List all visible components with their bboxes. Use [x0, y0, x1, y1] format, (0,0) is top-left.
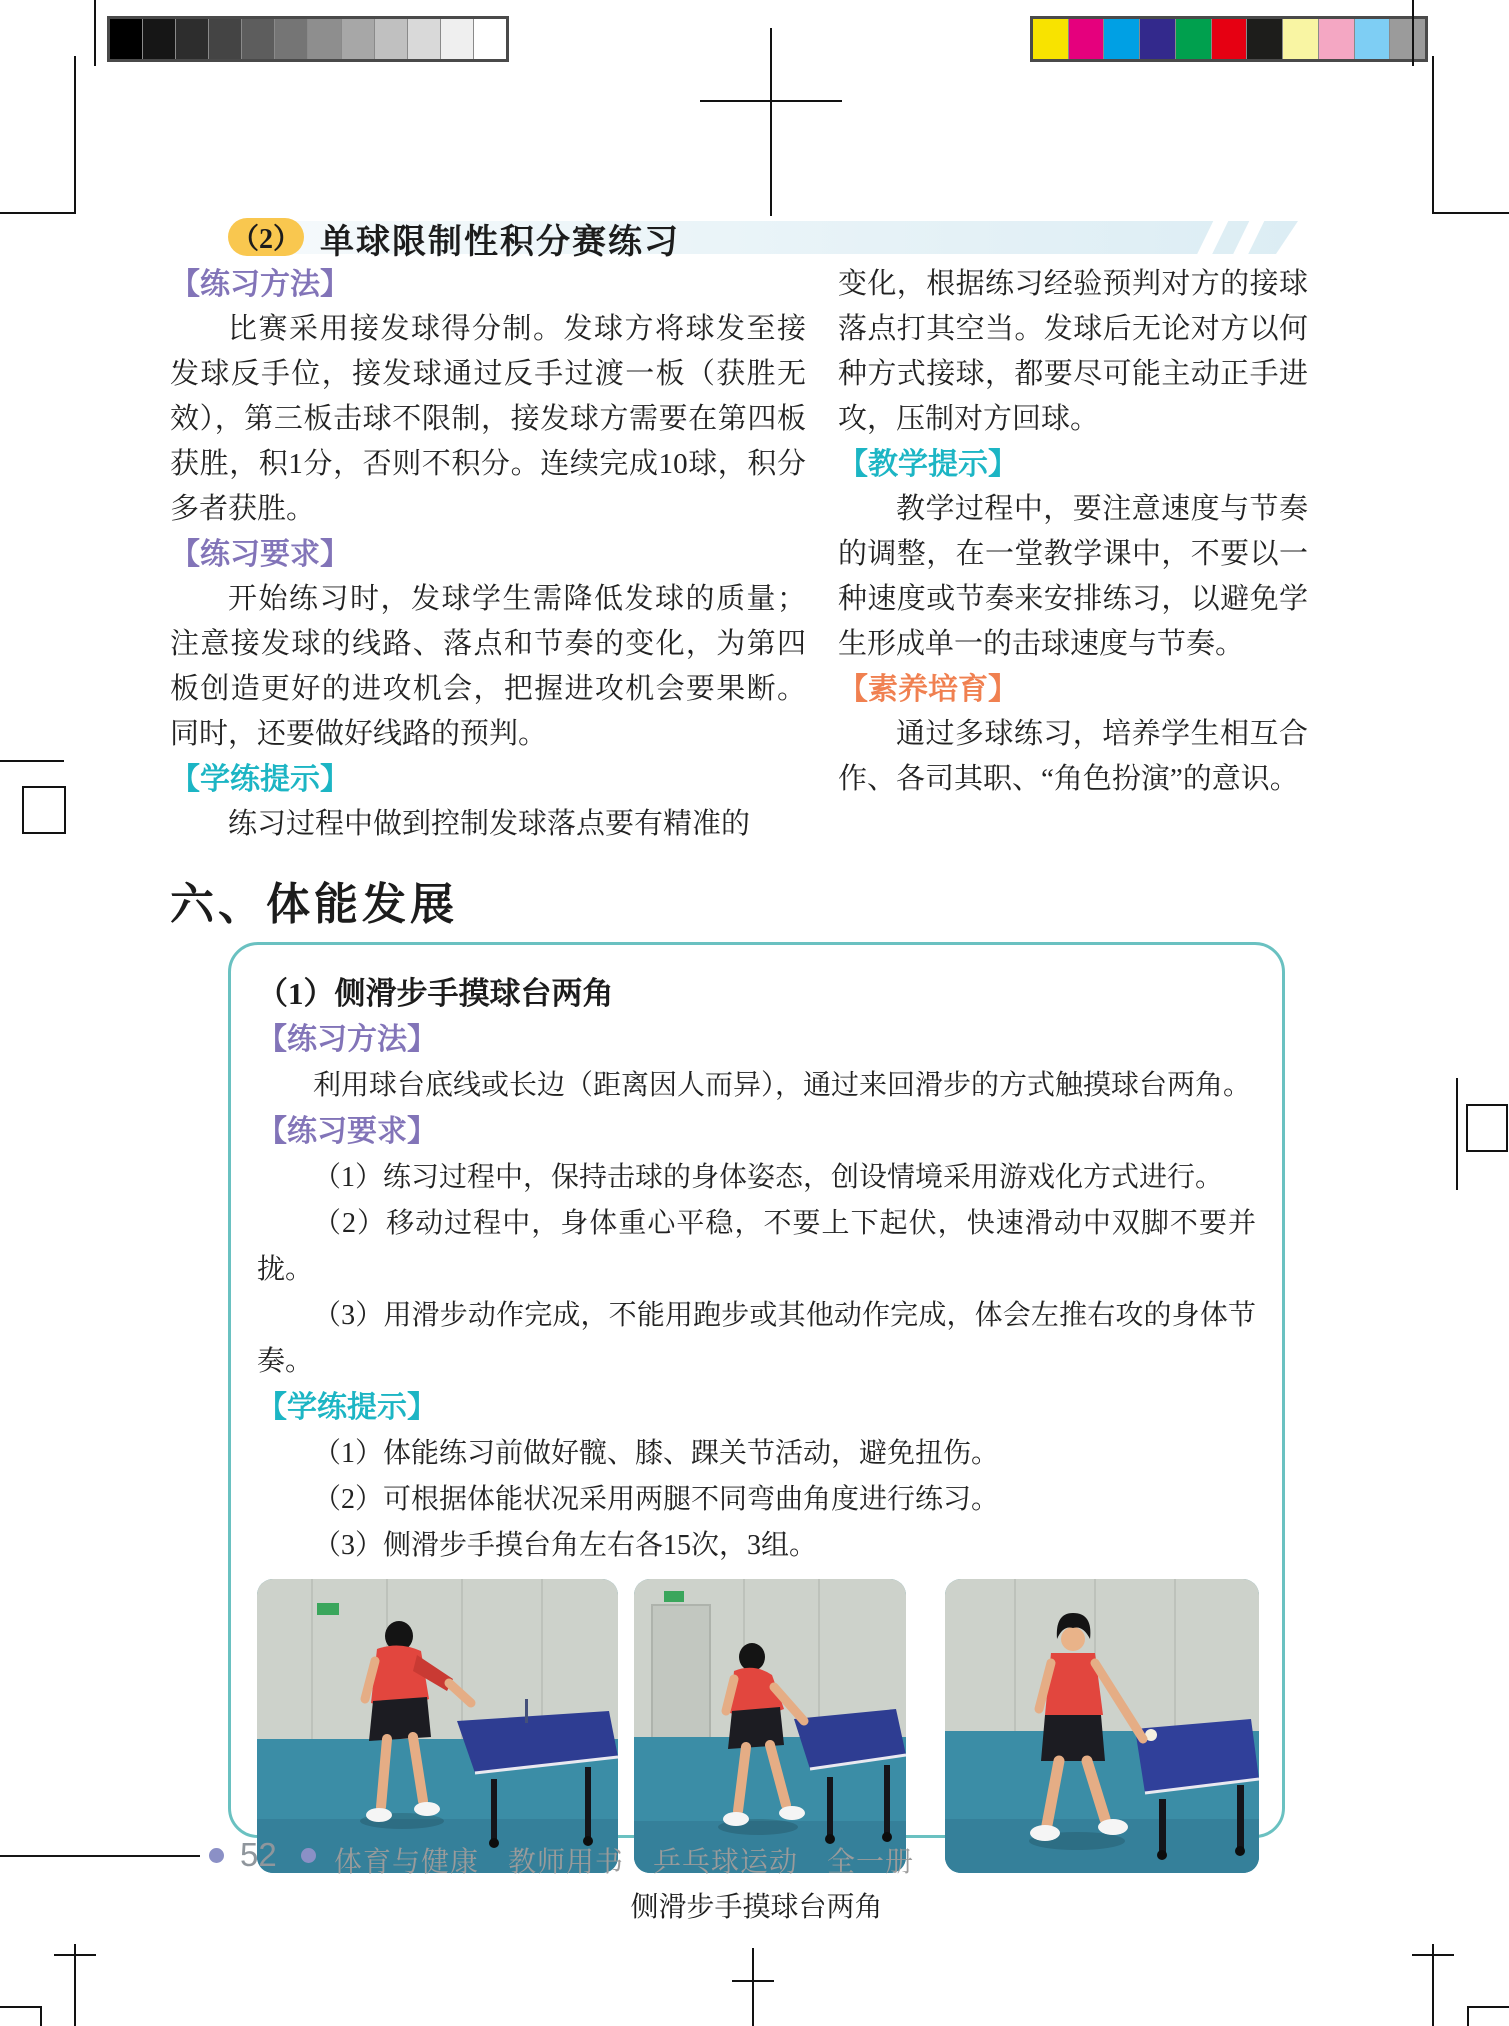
label-practice-method: 【练习方法】 [170, 268, 350, 301]
crop-mark [1412, 1954, 1454, 1956]
calibration-swatch [308, 19, 340, 59]
para-continuation: 变化，根据练习经验预判对方的接球落点打其空当。发球后无论对方以何种方式接球，都要尽可能主动正手进攻，压制对方回球。 [838, 268, 1308, 435]
footer-dot [301, 1848, 316, 1863]
section-number-badge: （2） [228, 218, 304, 256]
photo-strip [257, 1579, 1256, 1873]
calibration-swatch [474, 19, 506, 59]
label-teaching-tips: 【教学提示】 [838, 448, 1018, 481]
calibration-swatch [209, 19, 241, 59]
para-learning-tips: 练习过程中做到控制发球落点要有精准的 [228, 808, 751, 840]
footer-rule [0, 1855, 200, 1857]
photo-side-slide-step-3 [945, 1579, 1259, 1873]
calibration-swatch [1176, 19, 1211, 59]
photo-side-slide-step-2 [634, 1579, 906, 1873]
calibration-swatch [110, 19, 142, 59]
card-requirement-item: （3）用滑步动作完成，不能用跑步或其他动作完成，体会左推右攻的身体节奏。 [257, 1300, 1256, 1377]
crop-mark [0, 212, 76, 214]
para-practice-requirements: 开始练习时，发球学生需降低发球的质量；注意接发球的线路、落点和节奏的变化，为第四板创造更好的进攻机会，把握进攻机会要果断。同时，还要做好线路的预判。 [170, 583, 806, 750]
calibration-swatch [1355, 19, 1390, 59]
photo-side-slide-step-1 [257, 1579, 618, 1873]
card-requirement-item: （2）移动过程中，身体重心平稳，不要上下起伏，快速滑动中双脚不要并拢。 [257, 1208, 1256, 1285]
card-tip-item: （3）侧滑步手摸台角左右各15次，3组。 [313, 1530, 818, 1561]
crop-mark [1467, 2006, 1469, 2026]
calibration-swatch [1319, 19, 1354, 59]
para-competency-cultivation: 通过多球练习，培养学生相互合作、各司其职、“角色扮演”的意识。 [838, 718, 1308, 795]
card-para-method: 利用球台底线或长边（距离因人而异），通过来回滑步的方式触摸球台两角。 [313, 1070, 1252, 1101]
section-header-title: 单球限制性积分赛练习 [320, 224, 680, 261]
color-bar [1030, 16, 1428, 62]
footer-book-title: 体育与健康 教师用书 乒乓球运动 全一册 [334, 1846, 915, 1877]
crop-mark [752, 1948, 754, 2026]
card-requirement-item: （1）练习过程中，保持击球的身体姿态，创设情境采用游戏化方式进行。 [313, 1162, 1224, 1193]
header-slash-decoration [1232, 219, 1266, 257]
calibration-swatch [408, 19, 440, 59]
calibration-swatch [1140, 19, 1175, 59]
calibration-swatch [275, 19, 307, 59]
photo-caption: 侧滑步手摸球台两角 [630, 1892, 883, 1923]
calibration-swatch [176, 19, 208, 59]
calibration-swatch [1104, 19, 1139, 59]
crop-mark [94, 0, 96, 66]
calibration-swatch [1283, 19, 1318, 59]
crop-mark [74, 1944, 76, 2026]
calibration-swatch [342, 19, 374, 59]
left-column [170, 262, 806, 847]
calibration-swatch [1212, 19, 1247, 59]
crop-mark [1467, 2006, 1509, 2008]
calibration-swatch [143, 19, 175, 59]
crop-mark [1432, 1944, 1434, 2026]
crop-mark [1433, 212, 1509, 214]
calibration-swatch [242, 19, 274, 59]
crop-mark [1466, 1104, 1508, 1152]
calibration-swatch [1033, 19, 1068, 59]
footer-dot [209, 1848, 224, 1863]
crop-mark [74, 56, 76, 214]
crop-mark [0, 760, 64, 762]
crop-mark [732, 1980, 774, 1982]
card-title: （1）侧滑步手摸球台两角 [257, 976, 614, 1011]
para-practice-method: 比赛采用接发球得分制。发球方将球发至接发球反手位，接发球通过反手过渡一板（获胜无效），第三板击球不限制，接发球方需要在第四板获胜，积1分，否则不积分。连续完成10球，积分多者获胜。 [170, 313, 806, 525]
grayscale-bar [107, 16, 509, 62]
card-label-tips: 【学练提示】 [257, 1391, 437, 1424]
page-number: 52 [240, 1836, 277, 1873]
card-tip-item: （2）可根据体能状况采用两腿不同弯曲角度进行练习。 [313, 1484, 1000, 1515]
header-slash-decoration [1196, 219, 1230, 257]
crop-mark [22, 786, 66, 834]
crop-mark [1432, 56, 1434, 214]
crop-mark [0, 2006, 42, 2008]
calibration-swatch [441, 19, 473, 59]
label-competency-cultivation: 【素养培育】 [838, 673, 1018, 706]
calibration-swatch [1247, 19, 1282, 59]
calibration-swatch [375, 19, 407, 59]
crop-mark [770, 28, 772, 216]
right-column [838, 262, 1308, 802]
calibration-swatch [1069, 19, 1104, 59]
crop-mark [54, 1954, 96, 1956]
crop-mark [1412, 0, 1414, 66]
crop-mark [40, 2006, 42, 2026]
calibration-swatch [1390, 19, 1425, 59]
crop-mark [700, 100, 842, 102]
label-practice-requirements: 【练习要求】 [170, 538, 350, 571]
card-label-requirements: 【练习要求】 [257, 1115, 437, 1148]
card-label-method: 【练习方法】 [257, 1023, 437, 1056]
page-section-title: 六、体能发展 [170, 880, 458, 929]
crop-mark [1456, 1078, 1458, 1190]
card-tip-item: （1）体能练习前做好髋、膝、踝关节活动，避免扭伤。 [313, 1438, 1000, 1469]
label-learning-tips: 【学练提示】 [170, 763, 350, 796]
para-teaching-tips: 教学过程中，要注意速度与节奏的调整，在一堂教学课中，不要以一种速度或节奏来安排练习，以避免学生形成单一的击球速度与节奏。 [838, 493, 1308, 660]
